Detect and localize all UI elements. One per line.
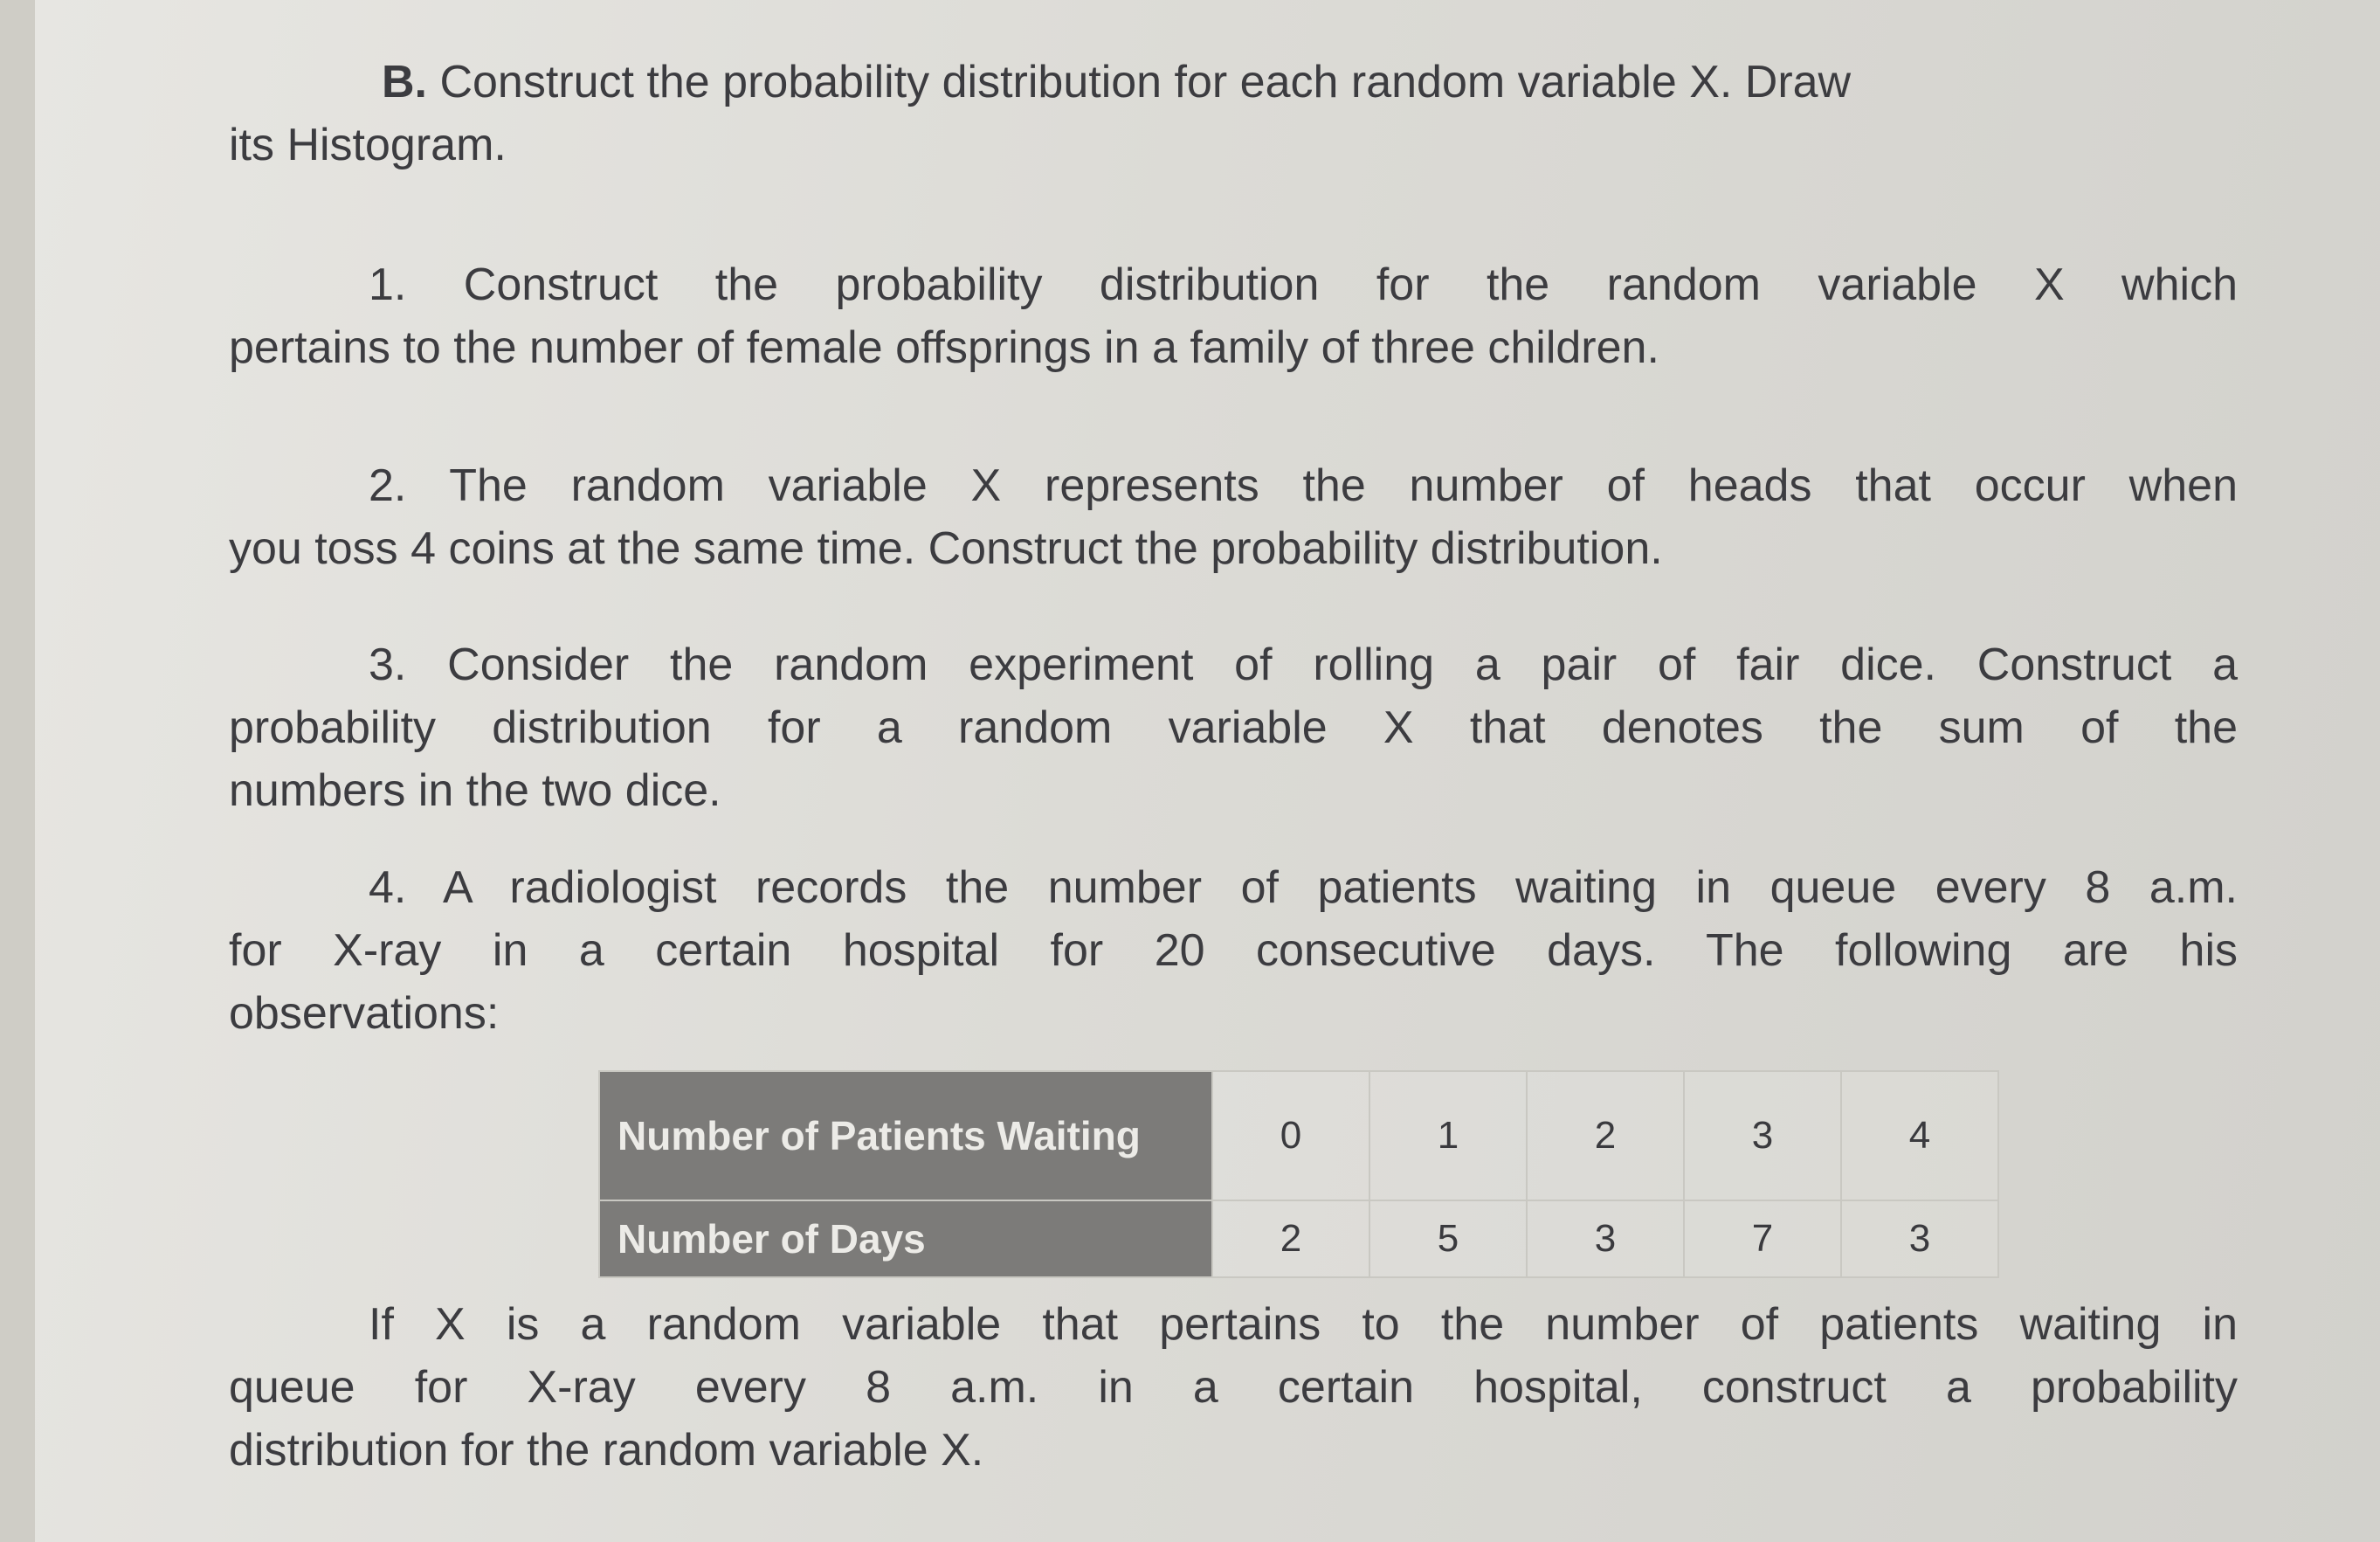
cell-patients-0: 0: [1212, 1071, 1369, 1200]
section-b-line-2: its Histogram.: [229, 120, 507, 170]
row-header-patients-waiting: Number of Patients Waiting: [599, 1071, 1212, 1200]
cell-days-1: 5: [1369, 1200, 1527, 1277]
problem-3-line-3: numbers in the two dice.: [229, 765, 721, 816]
cell-days-2: 3: [1527, 1200, 1684, 1277]
conclusion-line-1: If X is a random variable that pertains to the number of patients waiting in: [369, 1299, 2238, 1350]
problem-4-line-1: 4. A radiologist records the number of patients waiting in queue every 8 a.m.: [369, 862, 2238, 913]
cell-days-4: 3: [1841, 1200, 1998, 1277]
section-b-text: Construct the probability distribution for each random variable X. Draw: [439, 57, 1852, 107]
section-b-label: B.: [382, 57, 427, 107]
cell-patients-3: 3: [1684, 1071, 1841, 1200]
problem-4: [229, 856, 2238, 1045]
conclusion-line-2: queue for X-ray every 8 a.m. in a certain hospital, construct a probability: [229, 1362, 2238, 1413]
problem-1-line-2: pertains to the number of female offsprings in a family of three children.: [229, 322, 1659, 373]
problem-4-line-3: observations:: [229, 988, 500, 1039]
problem-3-line-2: probability distribution for a random variable X that denotes the sum of the: [229, 702, 2238, 753]
section-b-line-1: [229, 51, 2238, 114]
table-row-patients: [599, 1071, 1998, 1200]
problem-4-line-2: for X-ray in a certain hospital for 20 consecutive days. The following are his: [229, 925, 2238, 976]
problem-2: [229, 454, 2238, 580]
cell-patients-4: 4: [1841, 1071, 1998, 1200]
cell-days-0: 2: [1212, 1200, 1369, 1277]
problem-3-line-1: 3. Consider the random experiment of rolling a pair of fair dice. Construct a: [369, 640, 2238, 690]
conclusion: [229, 1293, 2238, 1482]
conclusion-line-3: distribution for the random variable X.: [229, 1425, 984, 1476]
problem-2-line-2: you toss 4 coins at the same time. Construct the probability distribution.: [229, 523, 1663, 574]
problem-3: [229, 633, 2238, 822]
problem-1: [229, 253, 2238, 379]
cell-patients-1: 1: [1369, 1071, 1527, 1200]
row-header-number-of-days: Number of Days: [599, 1200, 1212, 1277]
problem-1-line-1: 1. Construct the probability distribution for the random variable X which: [369, 259, 2238, 310]
section-b-instructions: [229, 51, 2238, 176]
cell-days-3: 7: [1684, 1200, 1841, 1277]
cell-patients-2: 2: [1527, 1071, 1684, 1200]
problem-2-line-1: 2. The random variable X represents the number of heads that occur when: [369, 460, 2238, 511]
table-row-days: [599, 1200, 1998, 1277]
observations-table: [598, 1070, 1999, 1278]
